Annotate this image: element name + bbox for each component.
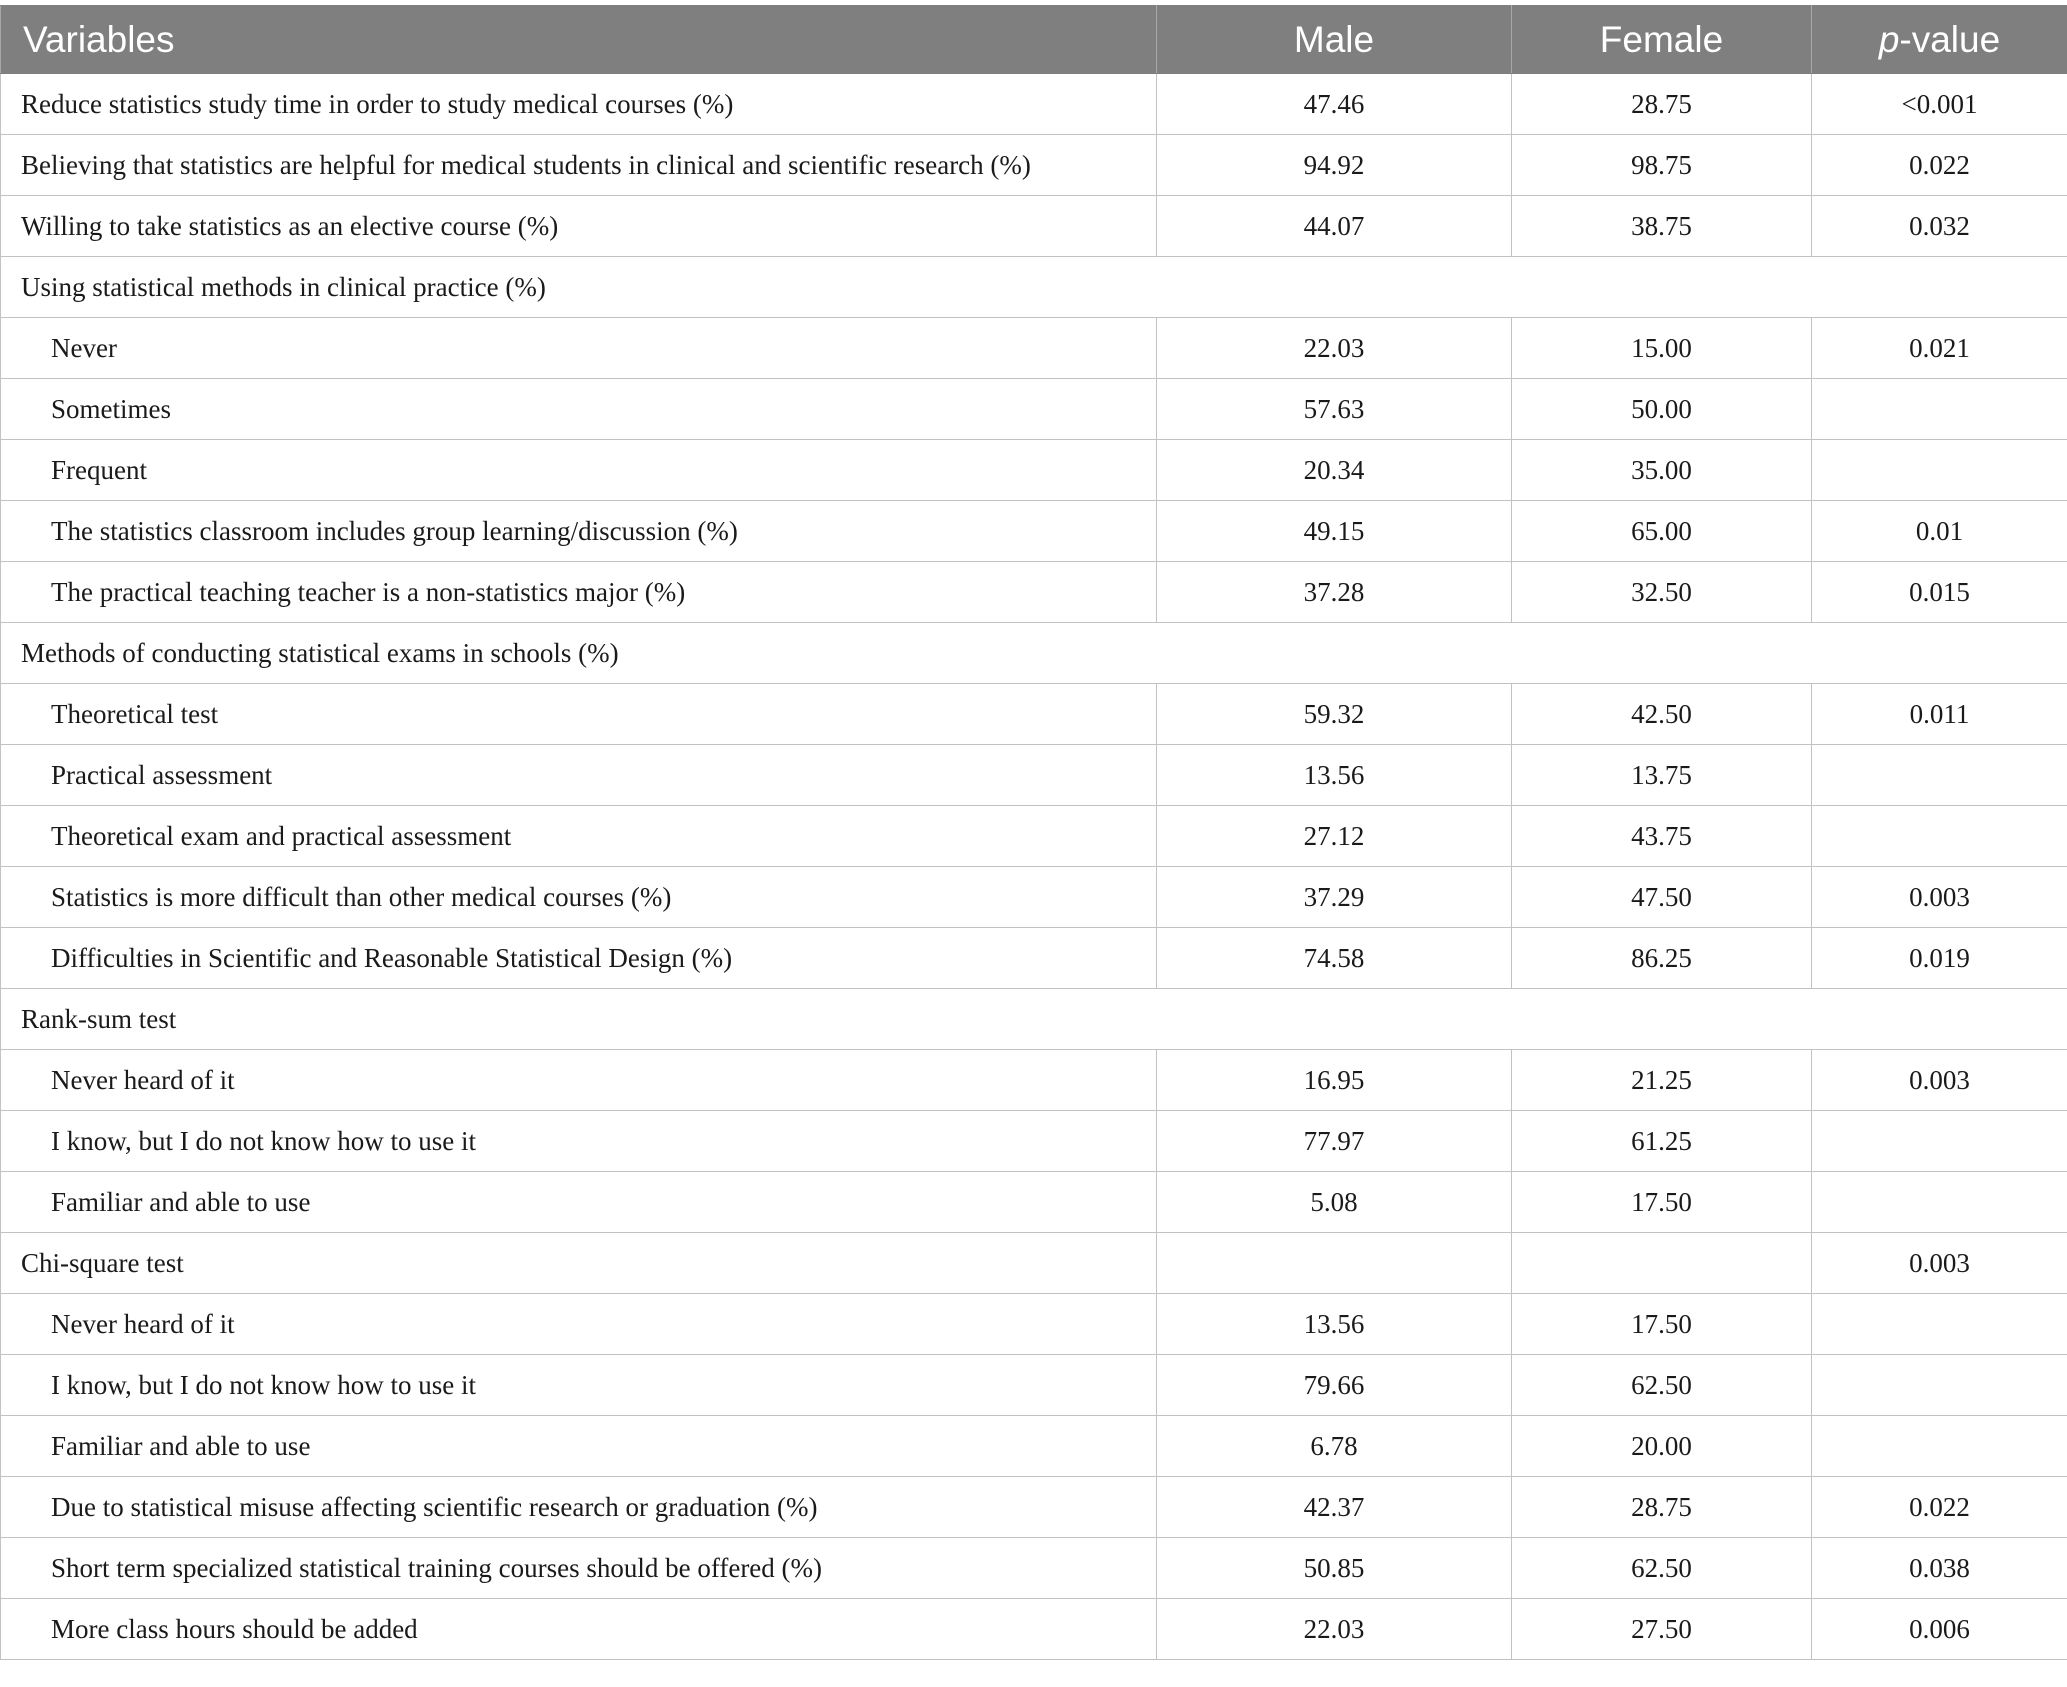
cell-variable: More class hours should be added [1, 1599, 1157, 1660]
survey-results-table [0, 5, 2067, 1660]
cell-p-value [1812, 440, 2067, 501]
cell-female: 15.00 [1512, 318, 1812, 379]
header-p-italic: p [1878, 18, 1900, 60]
cell-p-value: 0.003 [1812, 1233, 2067, 1294]
cell-male: 57.63 [1157, 379, 1512, 440]
table-row [1, 867, 2067, 928]
table-row [1, 1355, 2067, 1416]
table-header [1, 6, 2067, 74]
cell-variable: Practical assessment [1, 745, 1157, 806]
cell-p-value: 0.038 [1812, 1538, 2067, 1599]
cell-variable: Never [1, 318, 1157, 379]
cell-female: 20.00 [1512, 1416, 1812, 1477]
cell-male: 42.37 [1157, 1477, 1512, 1538]
cell-p-value: 0.003 [1812, 867, 2067, 928]
cell-p-value [1812, 989, 2067, 1050]
cell-female: 27.50 [1512, 1599, 1812, 1660]
cell-female: 62.50 [1512, 1355, 1812, 1416]
cell-variable: Difficulties in Scientific and Reasonable Statistical Design (%) [1, 928, 1157, 989]
cell-variable: Short term specialized statistical training courses should be offered (%) [1, 1538, 1157, 1599]
cell-variable: Never heard of it [1, 1050, 1157, 1111]
cell-variable: Using statistical methods in clinical practice (%) [1, 257, 1157, 318]
cell-female: 13.75 [1512, 745, 1812, 806]
table-row [1, 745, 2067, 806]
cell-p-value: 0.011 [1812, 684, 2067, 745]
cell-female: 61.25 [1512, 1111, 1812, 1172]
cell-female [1512, 1233, 1812, 1294]
cell-p-value: 0.021 [1812, 318, 2067, 379]
cell-variable: Methods of conducting statistical exams in schools (%) [1, 623, 1157, 684]
cell-female: 43.75 [1512, 806, 1812, 867]
cell-female: 17.50 [1512, 1294, 1812, 1355]
table-group-row [1, 1233, 2067, 1294]
cell-variable: Theoretical exam and practical assessment [1, 806, 1157, 867]
table-body [1, 74, 2067, 1660]
table-row [1, 562, 2067, 623]
cell-variable: Familiar and able to use [1, 1416, 1157, 1477]
cell-p-value [1812, 379, 2067, 440]
table-row [1, 1416, 2067, 1477]
cell-male: 22.03 [1157, 1599, 1512, 1660]
cell-p-value: 0.003 [1812, 1050, 2067, 1111]
cell-female: 98.75 [1512, 135, 1812, 196]
table-group-row [1, 623, 2067, 684]
cell-male: 16.95 [1157, 1050, 1512, 1111]
cell-variable: Never heard of it [1, 1294, 1157, 1355]
cell-female: 17.50 [1512, 1172, 1812, 1233]
cell-male: 22.03 [1157, 318, 1512, 379]
cell-male: 37.28 [1157, 562, 1512, 623]
table-group-row [1, 257, 2067, 318]
cell-variable: Chi-square test [1, 1233, 1157, 1294]
cell-p-value [1812, 1355, 2067, 1416]
table-row [1, 440, 2067, 501]
cell-variable: Due to statistical misuse affecting scientific research or graduation (%) [1, 1477, 1157, 1538]
cell-variable: I know, but I do not know how to use it [1, 1111, 1157, 1172]
cell-variable: The statistics classroom includes group learning/discussion (%) [1, 501, 1157, 562]
cell-variable: The practical teaching teacher is a non-statistics major (%) [1, 562, 1157, 623]
table-row [1, 1050, 2067, 1111]
header-variables: Variables [1, 6, 1157, 74]
cell-p-value [1812, 1172, 2067, 1233]
cell-female: 86.25 [1512, 928, 1812, 989]
table-row [1, 74, 2067, 135]
cell-female [1512, 623, 1812, 684]
cell-male: 44.07 [1157, 196, 1512, 257]
cell-variable: Statistics is more difficult than other medical courses (%) [1, 867, 1157, 928]
table-row [1, 1294, 2067, 1355]
table-group-row [1, 989, 2067, 1050]
table-row [1, 684, 2067, 745]
cell-female: 62.50 [1512, 1538, 1812, 1599]
table-row [1, 1111, 2067, 1172]
cell-male [1157, 989, 1512, 1050]
cell-female: 47.50 [1512, 867, 1812, 928]
table-row [1, 1477, 2067, 1538]
cell-p-value [1812, 745, 2067, 806]
cell-female: 38.75 [1512, 196, 1812, 257]
cell-male: 5.08 [1157, 1172, 1512, 1233]
cell-male: 27.12 [1157, 806, 1512, 867]
cell-female: 35.00 [1512, 440, 1812, 501]
cell-male: 37.29 [1157, 867, 1512, 928]
cell-p-value [1812, 257, 2067, 318]
table-row [1, 806, 2067, 867]
table-row [1, 1538, 2067, 1599]
table-row [1, 196, 2067, 257]
cell-male: 50.85 [1157, 1538, 1512, 1599]
cell-male [1157, 1233, 1512, 1294]
cell-male: 6.78 [1157, 1416, 1512, 1477]
cell-p-value [1812, 623, 2067, 684]
cell-male: 79.66 [1157, 1355, 1512, 1416]
cell-male [1157, 257, 1512, 318]
cell-variable: Sometimes [1, 379, 1157, 440]
cell-male: 47.46 [1157, 74, 1512, 135]
cell-p-value [1812, 1294, 2067, 1355]
cell-p-value: <0.001 [1812, 74, 2067, 135]
table-row [1, 1599, 2067, 1660]
table-row [1, 379, 2067, 440]
cell-female: 28.75 [1512, 1477, 1812, 1538]
table-row [1, 1172, 2067, 1233]
cell-female: 50.00 [1512, 379, 1812, 440]
cell-p-value [1812, 806, 2067, 867]
cell-variable: Familiar and able to use [1, 1172, 1157, 1233]
cell-male: 13.56 [1157, 745, 1512, 806]
header-male: Male [1157, 6, 1512, 74]
cell-p-value: 0.01 [1812, 501, 2067, 562]
survey-table-container [0, 5, 2067, 1660]
cell-p-value [1812, 1416, 2067, 1477]
cell-p-value: 0.022 [1812, 135, 2067, 196]
cell-female: 21.25 [1512, 1050, 1812, 1111]
cell-variable: Frequent [1, 440, 1157, 501]
header-p-value [1812, 6, 2067, 74]
cell-variable: Reduce statistics study time in order to study medical courses (%) [1, 74, 1157, 135]
cell-p-value: 0.022 [1812, 1477, 2067, 1538]
cell-male: 13.56 [1157, 1294, 1512, 1355]
cell-p-value: 0.019 [1812, 928, 2067, 989]
cell-variable: Willing to take statistics as an elective course (%) [1, 196, 1157, 257]
table-row [1, 501, 2067, 562]
cell-male [1157, 623, 1512, 684]
cell-male: 94.92 [1157, 135, 1512, 196]
cell-female: 65.00 [1512, 501, 1812, 562]
cell-p-value: 0.032 [1812, 196, 2067, 257]
cell-male: 49.15 [1157, 501, 1512, 562]
table-row [1, 928, 2067, 989]
cell-variable: Theoretical test [1, 684, 1157, 745]
cell-female: 32.50 [1512, 562, 1812, 623]
cell-variable: I know, but I do not know how to use it [1, 1355, 1157, 1416]
table-row [1, 135, 2067, 196]
header-female: Female [1512, 6, 1812, 74]
cell-male: 77.97 [1157, 1111, 1512, 1172]
cell-female [1512, 989, 1812, 1050]
table-row [1, 318, 2067, 379]
cell-male: 74.58 [1157, 928, 1512, 989]
cell-female [1512, 257, 1812, 318]
cell-male: 20.34 [1157, 440, 1512, 501]
cell-female: 28.75 [1512, 74, 1812, 135]
cell-p-value: 0.015 [1812, 562, 2067, 623]
cell-variable: Rank-sum test [1, 989, 1157, 1050]
cell-variable: Believing that statistics are helpful for medical students in clinical and scientific research (%) [1, 135, 1157, 196]
cell-p-value [1812, 1111, 2067, 1172]
cell-female: 42.50 [1512, 684, 1812, 745]
header-p-rest: -value [1899, 18, 2001, 60]
cell-male: 59.32 [1157, 684, 1512, 745]
header-row [1, 6, 2067, 74]
cell-p-value: 0.006 [1812, 1599, 2067, 1660]
